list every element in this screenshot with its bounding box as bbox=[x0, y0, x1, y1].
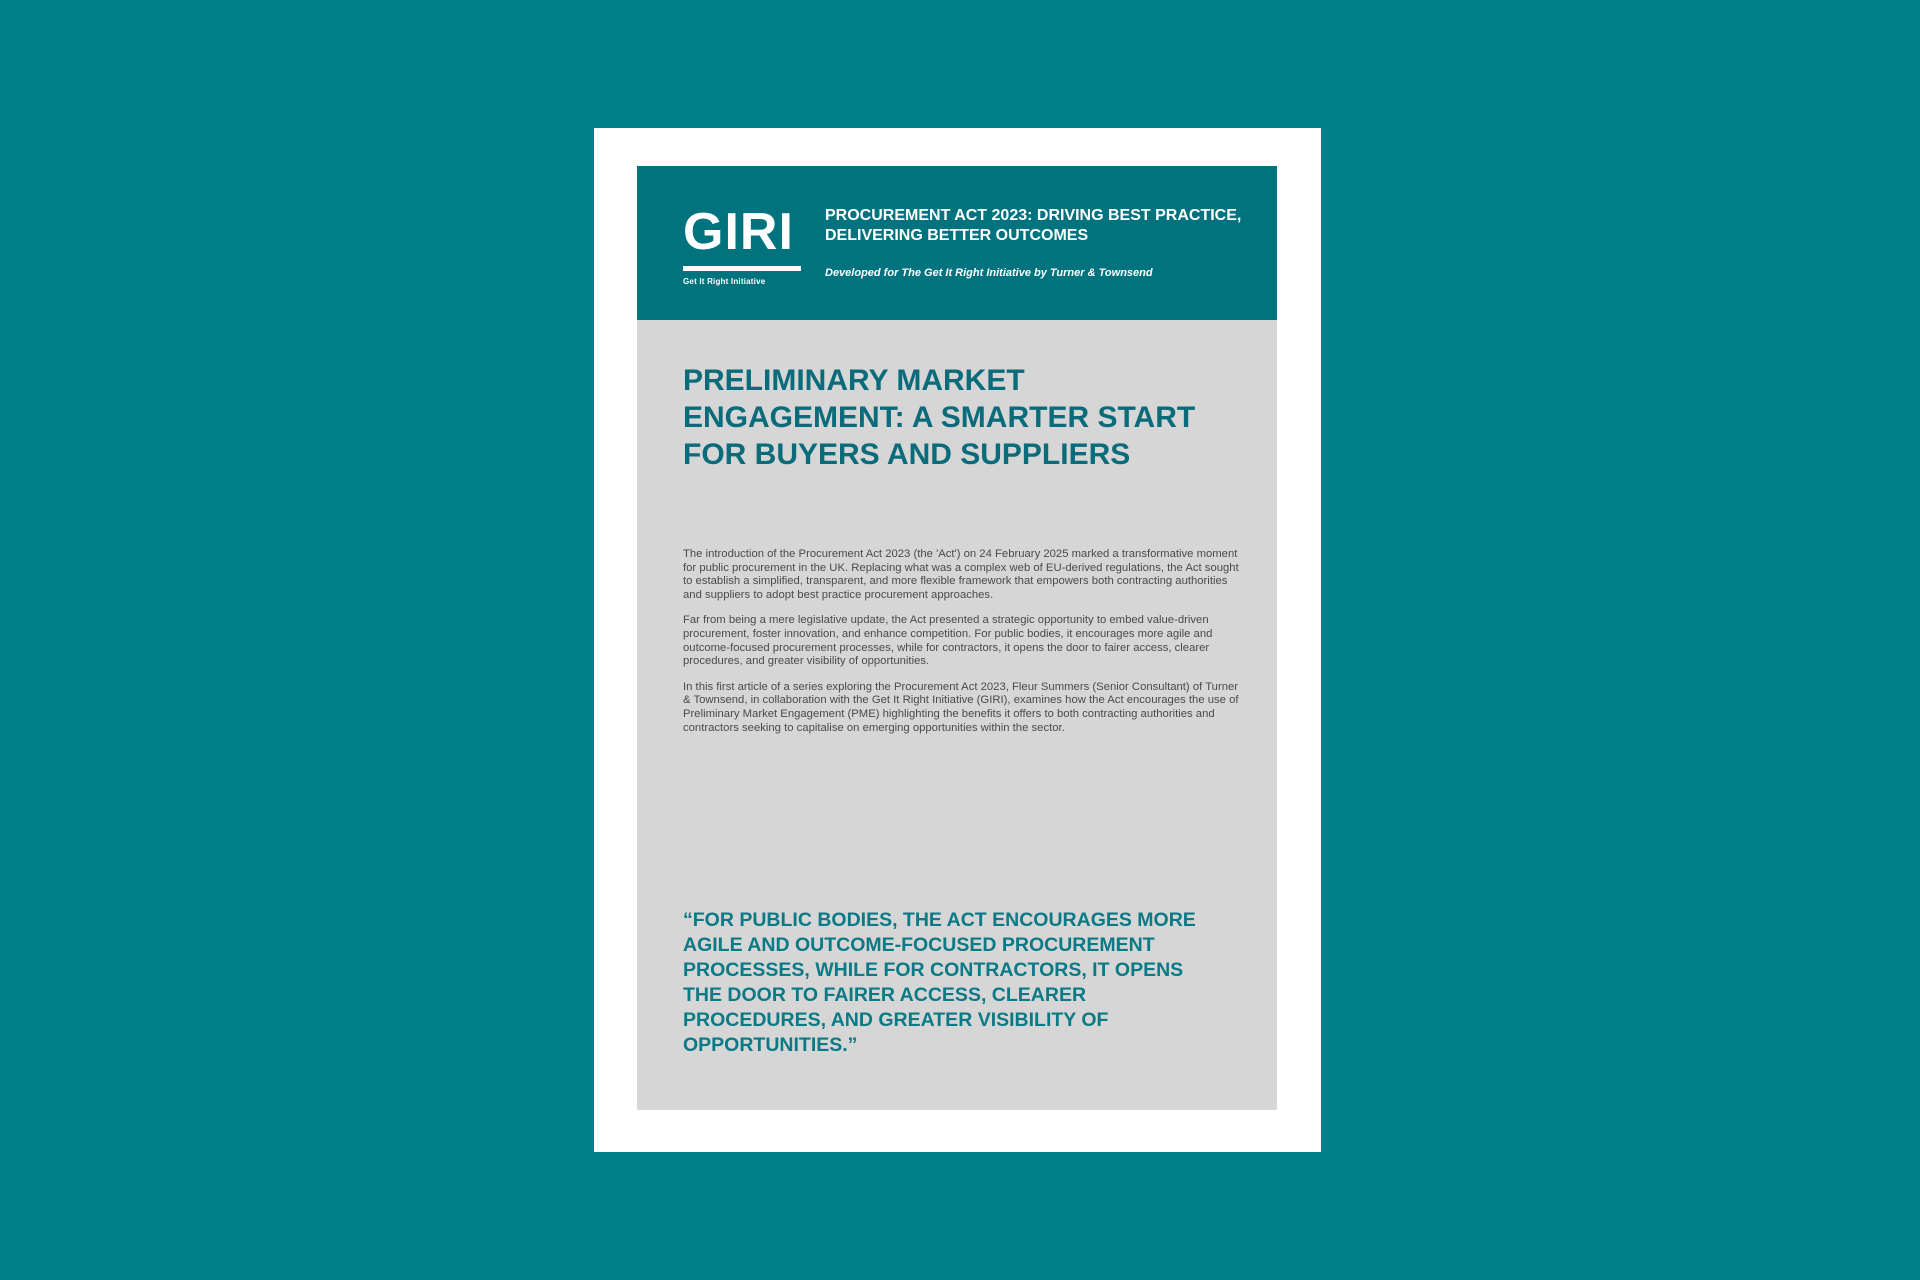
article-body bbox=[683, 548, 1239, 747]
giri-logo bbox=[683, 203, 803, 286]
document-header bbox=[637, 166, 1277, 320]
article-title: PRELIMINARY MARKET ENGAGEMENT: A SMARTER START FOR BUYERS AND SUPPLIERS bbox=[683, 364, 1196, 471]
logo-tagline: Get It Right Initiative bbox=[683, 277, 766, 286]
body-paragraph: The introduction of the Procurement Act 2023 (the 'Act') on 24 February 2025 marked a transformative moment for public procurement in the UK. Replacing what was a complex web of EU-derived regulations, the Act sought to establish a simplified, transparent, and more flexible framework that empowers both contracting authorities and suppliers to adopt best practice procurement approaches. bbox=[683, 548, 1239, 601]
pull-quote: “FOR PUBLIC BODIES, THE ACT ENCOURAGES MORE AGILE AND OUTCOME-FOCUSED PROCUREMENT PROCESSES, WHILE FOR CONTRACTORS, IT OPENS THE DOOR TO FAIRER ACCESS, CLEARER PROCEDURES, AND GREATER VISIBILITY OF OPPORTUNITIES.” bbox=[683, 909, 1196, 1056]
body-paragraph: Far from being a mere legislative update, the Act presented a strategic opportunity to embed value-driven procurement, foster innovation, and enhance competition. For public bodies, it encourages more agile and outcome-focused procurement processes, while for contractors, it opens the door to fairer access, clearer procedures, and greater visibility of opportunities. bbox=[683, 614, 1213, 668]
document-page bbox=[594, 128, 1321, 1152]
header-title: PROCUREMENT ACT 2023: DRIVING BEST PRACTICE, DELIVERING BETTER OUTCOMES bbox=[825, 207, 1242, 244]
logo-wordmark: GIRI bbox=[683, 203, 794, 261]
header-subtitle: Developed for The Get It Right Initiative by Turner & Townsend bbox=[825, 267, 1153, 279]
body-paragraph: In this first article of a series exploring the Procurement Act 2023, Fleur Summers (Senior Consultant) of Turner & Townsend, in collaboration with the Get It Right Initiative (GIRI), examines how the Act encourages the use of Preliminary Market Engagement (PME) highlighting the benefits it offers to both contracting authorities and contractors seeking to capitalise on emerging opportunities within the sector. bbox=[683, 680, 1239, 734]
logo-underline bbox=[683, 266, 801, 271]
document-sheet bbox=[637, 166, 1277, 1110]
